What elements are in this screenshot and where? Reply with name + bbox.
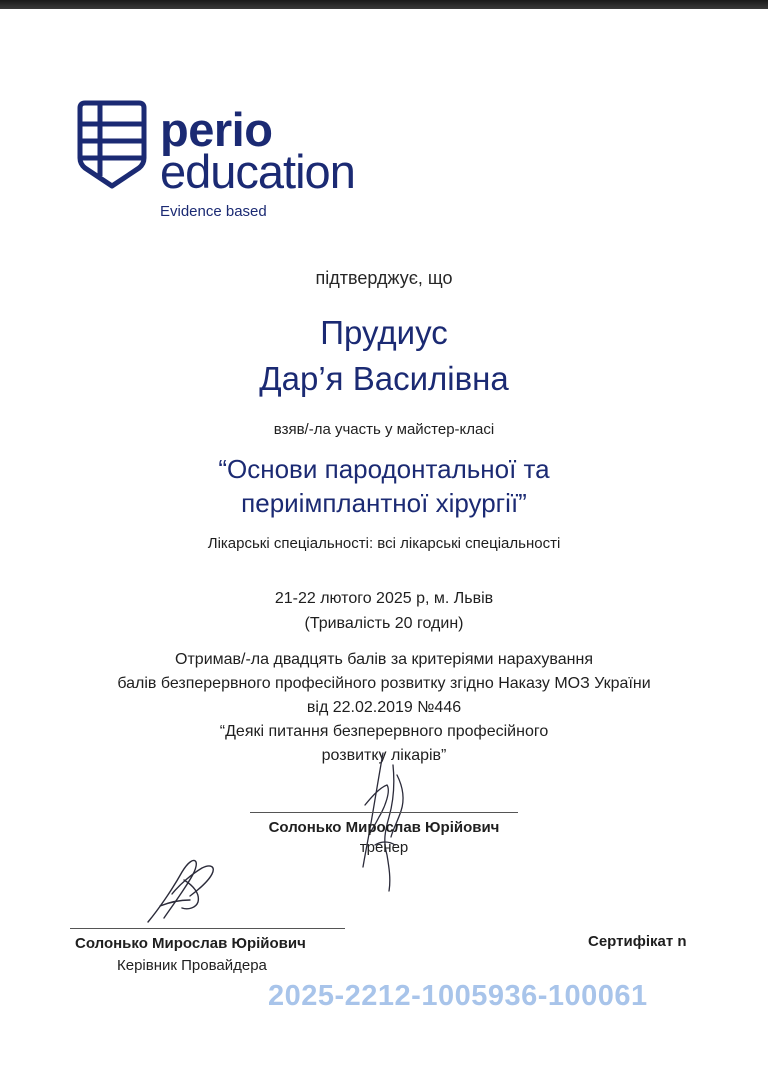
duration-text: (Тривалість 20 годин): [304, 615, 464, 632]
trainer-role: тренер: [359, 839, 409, 856]
brand-word-education: education: [160, 145, 355, 198]
recipient-given-name: Дар’я Василівна: [259, 360, 509, 397]
provider-head-name: Солонько Мирослав Юрійович: [75, 935, 306, 952]
credits-line: “Деякі питання безперервного професійного: [219, 723, 549, 740]
brand-tagline: Evidence based: [160, 203, 267, 220]
participation-text: взяв/-ла участь у майстер-класі: [273, 421, 495, 438]
certificate-number: 2025-2212-1005936-100061: [268, 980, 648, 1012]
scan-top-edge: [0, 0, 768, 9]
trainer-name: Солонько Мирослав Юрійович: [268, 819, 500, 836]
course-title: [0, 452, 768, 520]
provider-head-role: Керівник Провайдера: [117, 957, 267, 974]
provider-head-signature: [138, 850, 228, 930]
certificate-label: Сертифікат n: [588, 933, 687, 950]
course-title-line: “Основи пародонтальної та: [218, 454, 550, 484]
shield-book-icon: [76, 100, 148, 190]
credits-line: розвитку лікарів”: [321, 747, 447, 764]
credits-line: від 22.02.2019 №446: [306, 699, 462, 716]
recipient-surname: Прудиус: [320, 314, 448, 351]
confirms-text: підтверджує, що: [315, 268, 453, 288]
credits-line: Отримав/-ла двадцять балів за критеріями нарахування: [175, 651, 593, 668]
course-title-line: периімплантної хірургії”: [241, 488, 527, 518]
trainer-signature-line: [250, 812, 518, 813]
credits-line: балів безперервного професійного розвитку згідно Наказу МОЗ України: [117, 675, 651, 692]
brand-word-perio: perio: [160, 103, 273, 156]
date-place-text: 21-22 лютого 2025 р, м. Львів: [274, 590, 494, 607]
specialties-text: Лікарські спеціальності: всі лікарські спеціальності: [207, 535, 561, 552]
provider-head-signature-line: [70, 928, 345, 929]
